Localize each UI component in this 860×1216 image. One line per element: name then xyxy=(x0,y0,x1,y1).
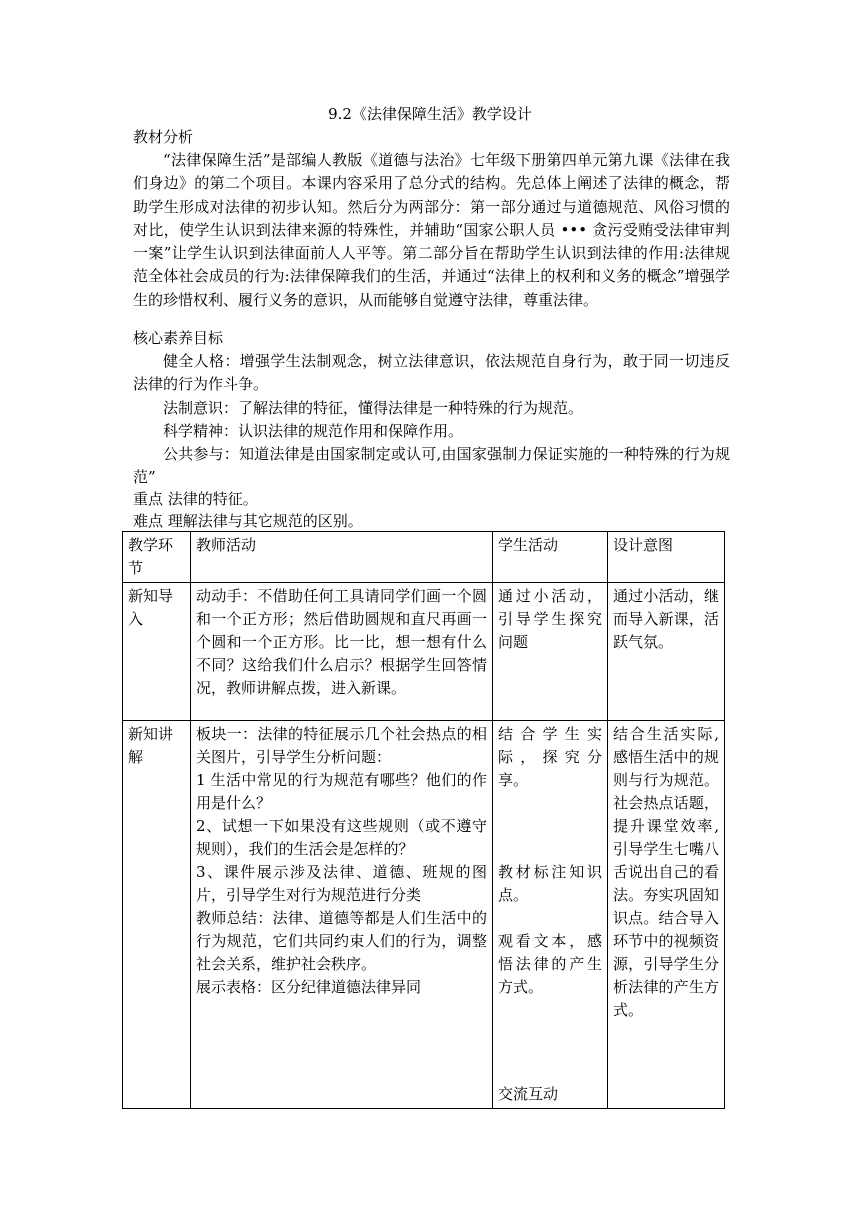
analysis-paragraph: “法律保障生活”是部编人教版《道德与法治》七年级下册第四单元第九课《法律在我们身边》的第二个项目。本课内容采用了总分式的结构。先总体上阐述了法律的概念，帮助学生形成对法律的初步认知。然后分为两部分：第一部分通过与道德规范、风俗习惯的对比，使学生认识到法律来源的特殊性，并辅助“国家公职人员 ••• 贪污受贿受法律审判一案”让学生认识到法律面前人人平等。第二部分旨在帮助学生认识到法律的作用:法律规范全体社会成员的行为:法律保障我们的生活，并通过“法律上的权利和义务的概念”增强学生的珍惜权利、履行义务的意识，从而能够自觉遵守法律，尊重法律。 xyxy=(133,151,730,309)
teacher-activity-cell: 动动手：不借助任何工具请同学们画一个圆和一个正方形；然后借助圆规和直尺再画一个圆和一个正方形。比一比，想一想有什么不同？这给我们什么启示？根据学生回答情况，教师讲解点拨，进入新课。 xyxy=(191,583,493,721)
header-stage: 教学环节 xyxy=(123,532,191,583)
teacher-question-3: 3、课件展示涉及法律、道德、班规的图片，引导学生对行为规范进行分类 xyxy=(196,863,487,904)
key-point: 重点 法律的特征。 xyxy=(133,490,258,508)
analysis-heading: 教材分析 xyxy=(133,128,194,146)
table-header-row xyxy=(123,532,725,583)
table-row xyxy=(123,583,725,721)
student-activity-cell: 通过小活动，引导学生探究问题 xyxy=(493,583,608,721)
teacher-activity-cell xyxy=(191,721,493,1109)
teacher-block-intro: 板块一：法律的特征展示几个社会热点的相关图片，引导学生分析问题： xyxy=(196,725,487,766)
header-teacher-activity: 教师活动 xyxy=(191,532,493,583)
goals-heading: 核心素养目标 xyxy=(133,329,224,347)
teacher-question-2: 2、试想一下如果没有这些规则（或不遵守规则），我们的生活会是怎样的？ xyxy=(196,817,487,858)
student-activity-cell xyxy=(493,721,608,1109)
design-intent-cell: 通过小活动，继而导入新课，活跃气氛。 xyxy=(608,583,725,721)
lesson-plan-table xyxy=(122,531,725,1109)
header-design-intent: 设计意图 xyxy=(608,532,725,583)
student-activity-3: 观看文本，感悟法律的产生方式。 xyxy=(498,932,602,996)
goal-scientific-spirit: 科学精神：认识法律的规范作用和保障作用。 xyxy=(163,422,464,440)
goal-legal-awareness: 法制意识：了解法律的特征，懂得法律是一种特殊的行为规范。 xyxy=(163,399,584,417)
teacher-question-1: 1 生活中常见的行为规范有哪些？他们的作用是什么？ xyxy=(196,771,487,812)
header-student-activity: 学生活动 xyxy=(493,532,608,583)
goal-public-participation: 公共参与：知道法律是由国家制定或认可,由国家强制力保证实施的一种特殊的行为规范” xyxy=(133,445,730,487)
table-row xyxy=(123,721,725,1109)
teacher-show-table: 展示表格：区分纪律道德法律异同 xyxy=(196,978,422,996)
student-activity-1: 结合学生实际，探究分享。 xyxy=(498,725,602,789)
teacher-summary: 教师总结：法律、道德等都是人们生活中的行为规范，它们共同约束人们的行为，调整社会关系，维护社会秩序。 xyxy=(196,909,487,973)
stage-cell: 新知导入 xyxy=(123,583,191,721)
document-title: 9.2《法律保障生活》教学设计 xyxy=(328,105,532,123)
goal-personality: 健全人格：增强学生法制观念，树立法律意识，依法规范自身行为，敢于同一切违反法律的行为作斗争。 xyxy=(133,352,730,394)
stage-cell: 新知讲解 xyxy=(123,721,191,1109)
student-activity-4: 交流互动 xyxy=(498,1085,559,1103)
design-intent-cell: 结合生活实际,感悟生活中的规则与行为规范。社会热点话题，提升课堂效率,引导学生七嘴八舌说出自己的看法。夯实巩固知识点。结合导入环节中的视频资源，引导学生分析法律的产生方式。 xyxy=(608,721,725,1109)
difficulty-point: 难点 理解法律与其它规范的区别。 xyxy=(133,512,363,530)
student-activity-2: 教材标注知识点。 xyxy=(498,863,602,904)
